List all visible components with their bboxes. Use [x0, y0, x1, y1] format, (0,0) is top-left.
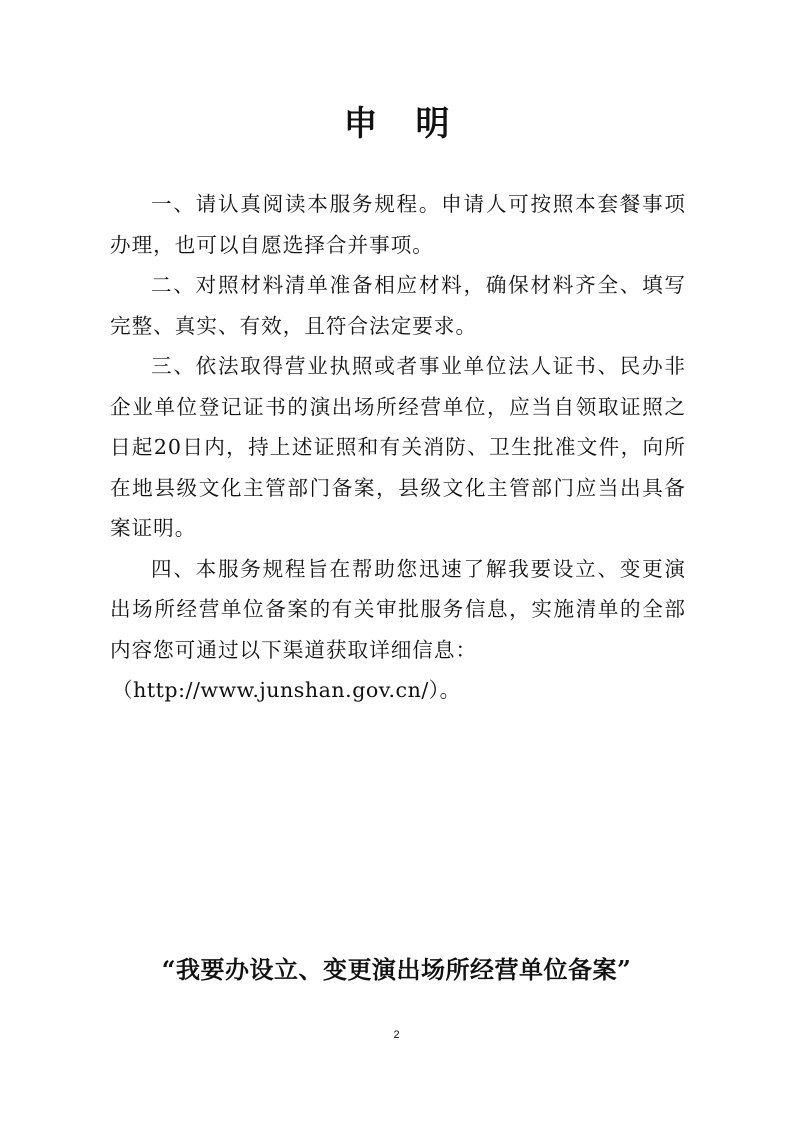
- paragraph-2: 二、对照材料清单准备相应材料，确保材料齐全、填写完整、真实、有效，且符合法定要求。: [110, 273, 686, 338]
- service-package-title: “我要办设立、变更演出场所经营单位备案”: [161, 955, 632, 984]
- paragraph-3: 三、依法取得营业执照或者事业单位法人证书、民办非企业单位登记证书的演出场所经营单位，应当自领取证照之日起20日内，持上述证照和有关消防、卫生批准文件，向所在地县级文化主管部门备案，县级文化主管部门应当出具备案证明。: [110, 354, 686, 540]
- declaration-body: [110, 184, 686, 711]
- paragraph-4: 四、本服务规程旨在帮助您迅速了解我要设立、变更演出场所经营单位备案的有关审批服务信息，实施清单的全部内容您可通过以下渠道获取详细信息：: [110, 556, 686, 662]
- paragraph-1: 一、请认真阅读本服务规程。申请人可按照本套餐事项办理，也可以自愿选择合并事项。: [110, 192, 686, 257]
- page-title: [0, 96, 793, 145]
- title-char-left: 申: [343, 104, 378, 144]
- website-link[interactable]: （http://www.junshan.gov.cn/）。: [112, 678, 461, 702]
- title-char-right: 明: [415, 104, 450, 144]
- page-number: 2: [393, 1029, 400, 1041]
